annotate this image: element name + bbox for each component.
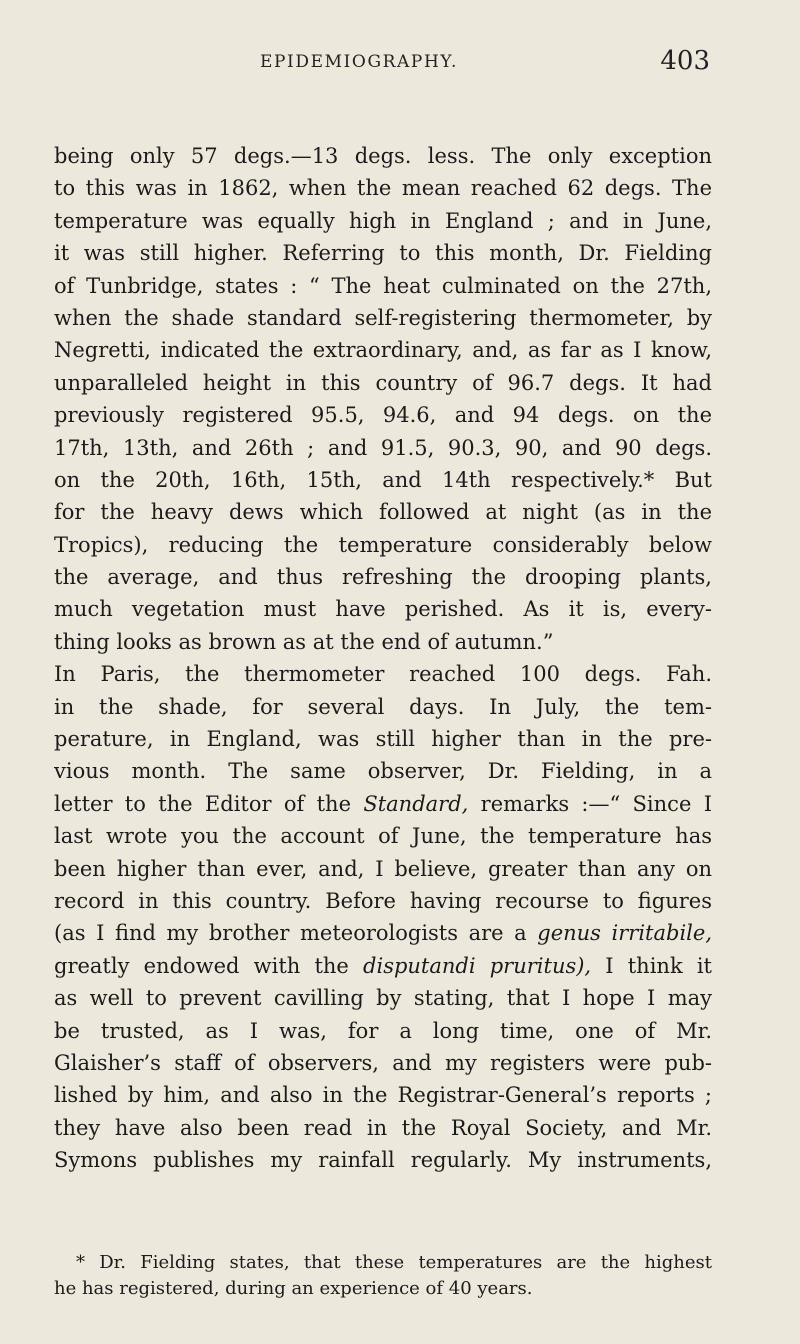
text-line: Glaisher’s staff of observers, and my registers were pub-: [54, 1050, 712, 1075]
text-line: In Paris, the thermometer reached 100 degs. Fah.: [54, 662, 712, 687]
text-run: letter to the Editor of the: [54, 791, 364, 816]
text-line: Symons publishes my rainfall regularly. My instruments,: [54, 1148, 712, 1173]
text-line: of Tunbridge, states : “ The heat culminated on the 27th,: [54, 273, 712, 298]
page-number: 403: [660, 46, 710, 76]
footnote-line: * Dr. Fielding states, that these temperatures are the highest: [76, 1252, 712, 1273]
text-line: it was still higher. Referring to this month, Dr. Fielding: [54, 241, 712, 266]
text-line: as well to prevent cavilling by stating, that I hope I may: [54, 986, 712, 1011]
text-line: for the heavy dews which followed at night (as in the: [54, 500, 712, 525]
text-line: been higher than ever, and, I believe, greater than any on: [54, 856, 712, 881]
text-run: remarks :—“ Since I: [468, 791, 712, 816]
text-line: thing looks as brown as at the end of autumn.”: [54, 629, 554, 654]
text-line: much vegetation must have perished. As it is, every-: [54, 597, 712, 622]
text-run: greatly endowed with the: [54, 953, 364, 978]
text-line: when the shade standard self-registering thermometer, by: [54, 305, 712, 330]
text-line: the average, and thus refreshing the drooping plants,: [54, 565, 712, 590]
text-line: vious month. The same observer, Dr. Fielding, in a: [54, 759, 712, 784]
text-line: on the 20th, 16th, 15th, and 14th respectively.* But: [54, 467, 712, 492]
running-head: EPIDEMIOGRAPHY.: [260, 52, 459, 72]
text-line: they have also been read in the Royal Society, and Mr.: [54, 1115, 712, 1140]
text-line: Negretti, indicated the extraordinary, and, as far as I know,: [54, 338, 712, 363]
text-line: lished by him, and also in the Registrar-General’s reports ;: [54, 1083, 712, 1108]
body-text: [54, 140, 712, 1177]
text-line: in the shade, for several days. In July, the tem-: [54, 694, 712, 719]
text-run: (as I find my brother meteorologists are a: [54, 921, 538, 946]
text-line: Tropics), reducing the temperature considerably below: [54, 532, 712, 557]
text-line: record in this country. Before having recourse to figures: [54, 888, 712, 913]
text-line: temperature was equally high in England ; and in June,: [54, 208, 712, 233]
text-line: [54, 917, 712, 949]
text-run: I think it: [591, 953, 712, 978]
text-line: to this was in 1862, when the mean reached 62 degs. The: [54, 176, 712, 201]
text-line: [54, 788, 712, 820]
footnote: [54, 1250, 712, 1302]
footnote-line: he has registered, during an experience of 40 years.: [54, 1278, 533, 1299]
italic-text: genus irritabile,: [537, 921, 712, 946]
text-line: perature, in England, was still higher than in the pre-: [54, 727, 712, 752]
text-line: being only 57 degs.—13 degs. less. The only exception: [54, 144, 712, 168]
text-line: be trusted, as I was, for a long time, one of Mr.: [54, 1018, 712, 1043]
italic-text: disputandi pruritus),: [363, 953, 592, 978]
text-line: previously registered 95.5, 94.6, and 94 degs. on the: [54, 403, 712, 428]
italic-text: Standard,: [363, 791, 469, 816]
page-header: [50, 46, 710, 86]
text-line: unparalleled height in this country of 96.7 degs. It had: [54, 370, 712, 395]
text-line: last wrote you the account of June, the temperature has: [54, 824, 712, 849]
text-line: 17th, 13th, and 26th ; and 91.5, 90.3, 90, and 90 degs.: [54, 435, 712, 460]
text-line: [54, 950, 712, 982]
